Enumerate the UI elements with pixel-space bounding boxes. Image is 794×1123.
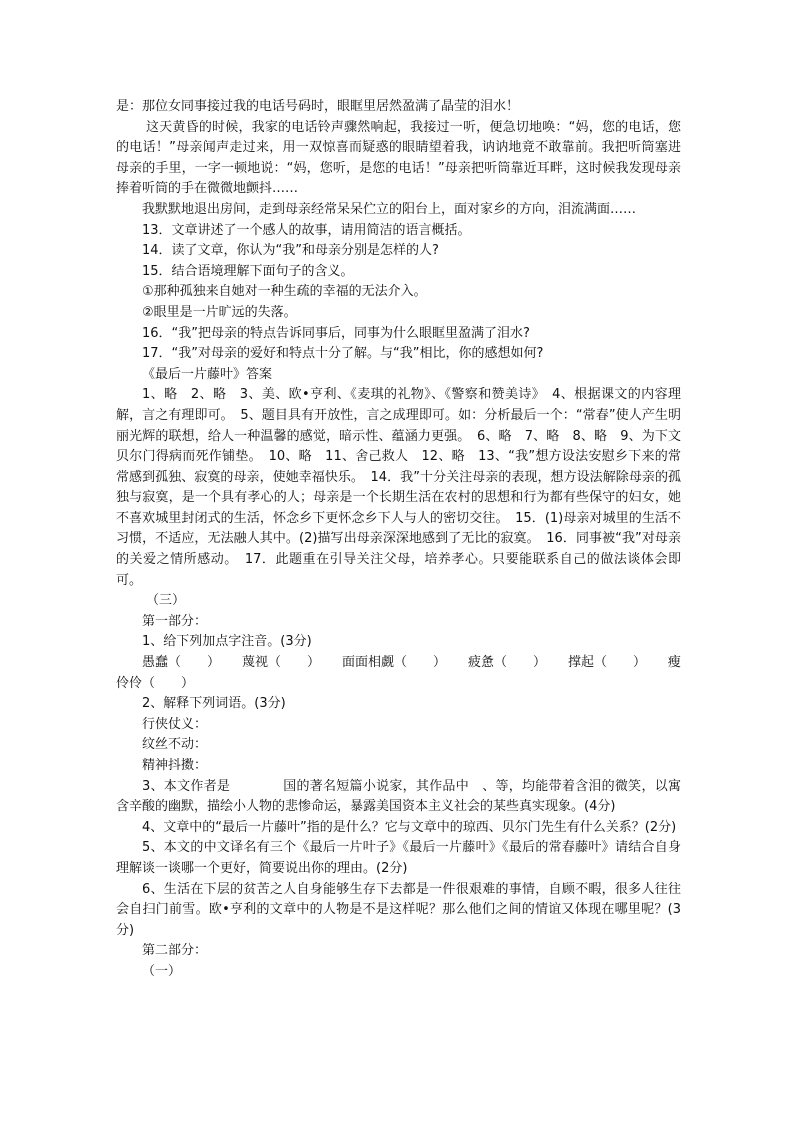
paragraph: （一） — [142, 963, 182, 979]
paragraph: 17．“我”对母亲的爱好和特点十分了解。与“我”相比，你的感想如何? — [142, 346, 544, 362]
paragraph: 我默默地退出房间，走到母亲经常呆呆伫立的阳台上，面对家乡的方向，泪流满面…… — [142, 201, 637, 217]
paragraph: 15．结合语境理解下面句子的含义。 — [142, 263, 354, 279]
paragraph: 第一部分： — [142, 613, 208, 629]
paragraph: 伶伶（ ） — [116, 675, 195, 691]
pinyin-row — [116, 653, 681, 674]
paragraph: 纹丝不动： — [142, 737, 208, 753]
paragraph: 这天黄昏的时候，我家的电话铃声骤然响起，我接过一听，便急切地唤：“妈，您的电话，您的电话！”母亲闻声走过来，用一双惊喜而疑惑的眼睛望着我，讷讷地竟不敢靠前。我把听筒塞进母亲的手里，一字一顿地说：“妈，您听，是您的电话！”母亲把听筒靠近耳畔，这时候我发现母亲捧着听筒的手在微微地颤抖…… — [116, 119, 681, 197]
paragraph: 3、本文作者是 国的著名短篇小说家，其作品中 、等，均能带着含泪的微笑，以寓含辛酸的幽默，描绘小人物的悲惨命运，暴露美国资本主义社会的某些真实现象。(4分) — [116, 778, 681, 815]
paragraph: 13．文章讲述了一个感人的故事，请用简洁的语言概括。 — [142, 222, 471, 238]
pinyin-item: 蔑视（ ） — [241, 655, 320, 671]
pinyin-item: 面面相觑（ ） — [341, 655, 446, 671]
text-block-upper — [116, 97, 681, 653]
paragraph: 《最后一片藤叶》答案 — [142, 366, 273, 382]
paragraph: 1、给下列加点字注音。(3分) — [142, 634, 312, 650]
paragraph: 是：那位女同事接过我的电话号码时，眼眶里居然盈满了晶莹的泪水！ — [116, 99, 520, 114]
pinyin-item: 瘦 — [667, 655, 681, 671]
pinyin-item: 撑起（ ） — [567, 655, 646, 671]
paragraph: ①那种孤独来自她对一种生疏的幸福的无法介入。 — [142, 284, 427, 300]
paragraph: 精神抖擞： — [142, 758, 208, 773]
paragraph: 6、生活在下层的贫苦之人自身能够生存下去都是一件很艰难的事情，自顾不暇，很多人往往会自扫门前雪。欧•亨利的文章中的人物是不是这样呢？那么他们之间的情谊又体现在哪里呢？(3分) — [116, 881, 681, 938]
text-block-lower — [116, 674, 681, 983]
paragraph: 1、略 2、略 3、美、欧•亨利、《麦琪的礼物》、《警察和赞美诗》 4、根据课文的内容理解，言之有理即可。 5、题目具有开放性，言之成理即可。如：分析最后一个：“常春”使人产生明丽光辉的联想，给人一种温馨的感觉，暗示性、蕴涵力更强。 6、略 7、略 8、略 9、为下文贝尔门得病而死作铺垫。 10、略 11、舍己救人 12、略 13、“我”想方设法安慰乡下来的常常感到孤独、寂寞的母亲，使她幸福快乐。 14．我”十分关注母亲的表现，想方设法解除母亲的孤独与寂寞，是一个具有孝心的人；母亲是一个长期生活在农村的思想和行为都有些保守的妇女，她不喜欢城里封闭式的生活，怀念乡下更怀念乡下人与人的密切交往。 15．(1)母亲对城里的生活不习惯，不适应，无法融人其中。(2)描写出母亲深深地感到了无比的寂寞。 16．同事被“我”对母亲的关爱之情所感动。 17．此题重在引导关注父母，培养孝心。只要能联系自己的做法谈体会即可。 — [116, 387, 681, 588]
paragraph: （三） — [146, 593, 186, 609]
paragraph: ②眼里是一片旷远的失落。 — [142, 304, 297, 320]
paragraph: 2、解释下列词语。(3分) — [142, 696, 286, 712]
paragraph: 5、本文的中文译名有三个《最后一片叶子》《最后一片藤叶》《最后的常春藤叶》请结合自身理解谈一谈哪一个更好，简要说出你的理由。(2分) — [116, 840, 681, 876]
pinyin-item: 疲惫（ ） — [467, 655, 546, 671]
paragraph: 4、文章中的“最后一片藤叶”指的是什么？它与文章中的琼西、贝尔门先生有什么关系？(2分) — [142, 819, 677, 835]
paragraph: 第二部分： — [142, 943, 208, 959]
pinyin-item: 愚蠢（ ） — [142, 655, 221, 671]
document-body — [116, 97, 681, 983]
paragraph: 14．读了文章，你认为“我”和母亲分别是怎样的人? — [142, 243, 439, 259]
paragraph: 16．“我”把母亲的特点告诉同事后，同事为什么眼眶里盈满了泪水? — [142, 325, 530, 341]
paragraph: 行侠仗义： — [142, 716, 208, 732]
